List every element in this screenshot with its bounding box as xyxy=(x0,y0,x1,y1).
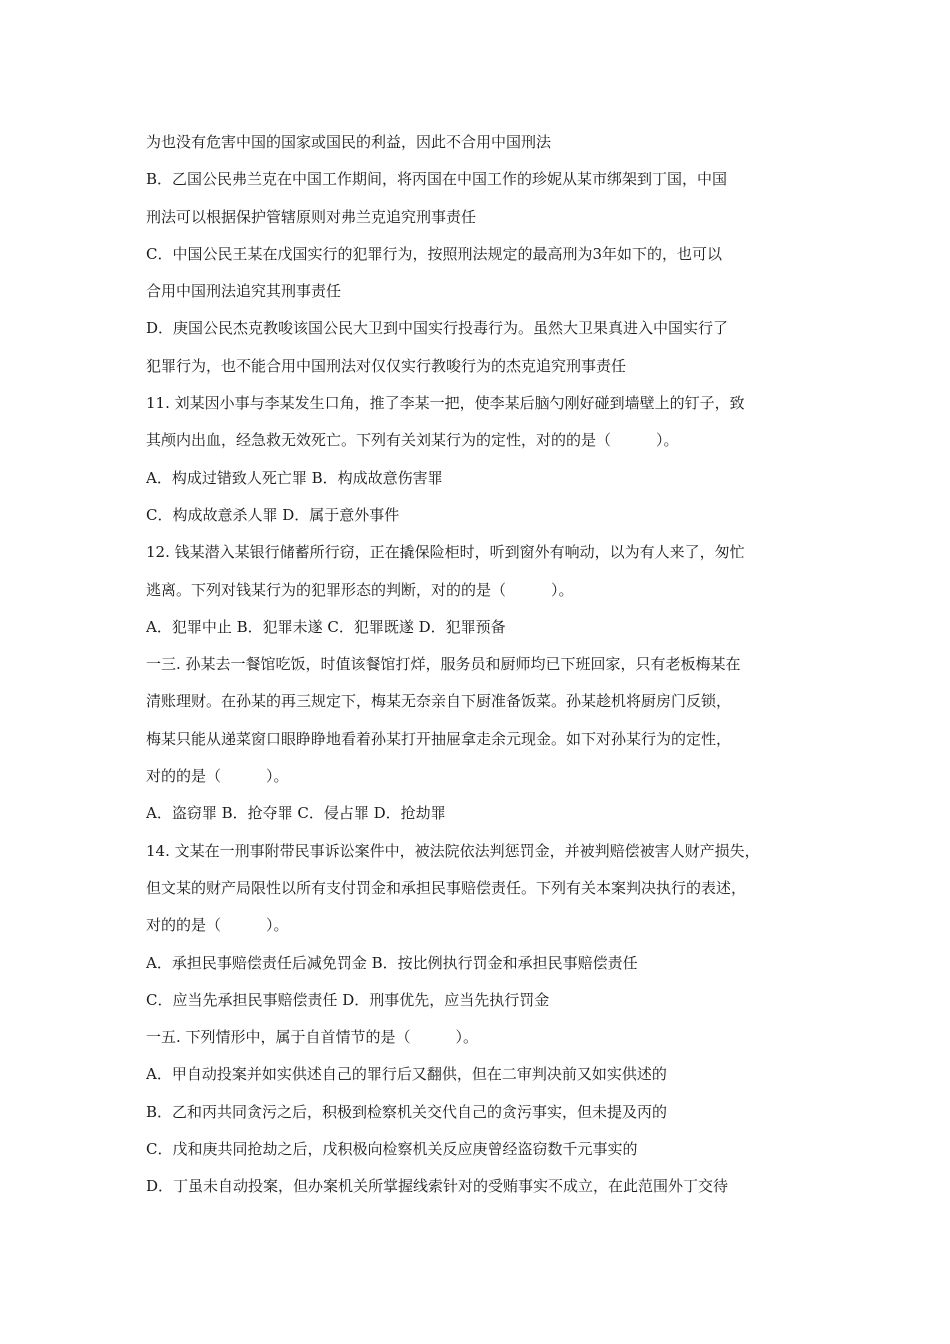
text-line: C．戊和庚共同抢劫之后，戊积极向检察机关反应庚曾经盗窃数千元事实的 xyxy=(146,1140,638,1159)
text-line: C．应当先承担民事赔偿责任 D．刑事优先，应当先执行罚金 xyxy=(146,990,550,1009)
text-line: B．乙国公民弗兰克在中国工作期间，将丙国在中国工作的珍妮从某市绑架到丁国，中国 xyxy=(146,170,728,189)
text-line: D．丁虽未自动投案，但办案机关所掌握线索针对的受贿事实不成立，在此范围外丁交待 xyxy=(146,1177,729,1196)
text-line: D．庚国公民杰克教唆该国公民大卫到中国实行投毒行为。虽然大卫果真进入中国实行了 xyxy=(146,319,729,338)
text-line: 刑法可以根据保护管辖原则对弗兰克追究刑事责任 xyxy=(146,207,477,226)
text-line: C．构成故意杀人罪 D．属于意外事件 xyxy=(146,505,400,524)
text-line: 11. 刘某因小事与李某发生口角，推了李某一把，使李某后脑勺刚好碰到墙壁上的钉子，致 xyxy=(146,394,745,413)
text-line: 梅某只能从递菜窗口眼睁睁地看着孙某打开抽屉拿走余元现金。如下对孙某行为的定性， xyxy=(146,729,732,748)
text-line: 一三. 孙某去一餐馆吃饭，时值该餐馆打烊，服务员和厨师均已下班回家，只有老板梅某在 xyxy=(146,655,741,674)
text-line: A．盗窃罪 B．抢夺罪 C．侵占罪 D．抢劫罪 xyxy=(146,804,446,823)
text-line: 对的的是（ ）。 xyxy=(146,767,289,786)
text-line: 其颅内出血，经急救无效死亡。下列有关刘某行为的定性，对的的是（ ）。 xyxy=(146,431,679,450)
text-line: 犯罪行为，也不能合用中国刑法对仅仅实行教唆行为的杰克追究刑事责任 xyxy=(146,356,627,375)
text-line: 但文某的财产局限性以所有支付罚金和承担民事赔偿责任。下列有关本案判决执行的表述， xyxy=(146,878,747,897)
text-line: 为也没有危害中国的国家或国民的利益，因此不合用中国刑法 xyxy=(146,133,552,151)
text-line: A．甲自动投案并如实供述自己的罪行后又翻供，但在二审判决前又如实供述的 xyxy=(146,1065,667,1084)
text-line: A．犯罪中止 B．犯罪未遂 C．犯罪既遂 D．犯罪预备 xyxy=(146,617,506,636)
text-line: 12. 钱某潜入某银行储蓄所行窃，正在撬保险柜时，听到窗外有响动，以为有人来了，匆忙 xyxy=(146,543,745,562)
text-line: A．承担民事赔偿责任后减免罚金 B．按比例执行罚金和承担民事赔偿责任 xyxy=(146,953,638,972)
text-line: A．构成过错致人死亡罪 B．构成故意伤害罪 xyxy=(146,468,443,487)
text-line: 合用中国刑法追究其刑事责任 xyxy=(146,282,342,301)
text-line: 逃离。下列对钱某行为的犯罪形态的判断，对的的是（ ）。 xyxy=(146,580,574,599)
document-body xyxy=(146,124,836,1206)
text-line: 一五. 下列情形中，属于自首情节的是（ ）。 xyxy=(146,1028,479,1047)
text-line: B．乙和丙共同贪污之后，积极到检察机关交代自己的贪污事实，但未提及丙的 xyxy=(146,1102,668,1121)
text-line: C．中国公民王某在戊国实行的犯罪行为，按照刑法规定的最高刑为3年如下的，也可以 xyxy=(146,244,723,263)
text-line: 14. 文某在一刑事附带民事诉讼案件中，被法院依法判惩罚金，并被判赔偿被害人财产损失， xyxy=(146,841,760,860)
text-line: 清账理财。在孙某的再三规定下，梅某无奈亲自下厨准备饭菜。孙某趁机将厨房门反锁， xyxy=(146,692,732,711)
text-line: 对的的是（ ）。 xyxy=(146,916,289,935)
